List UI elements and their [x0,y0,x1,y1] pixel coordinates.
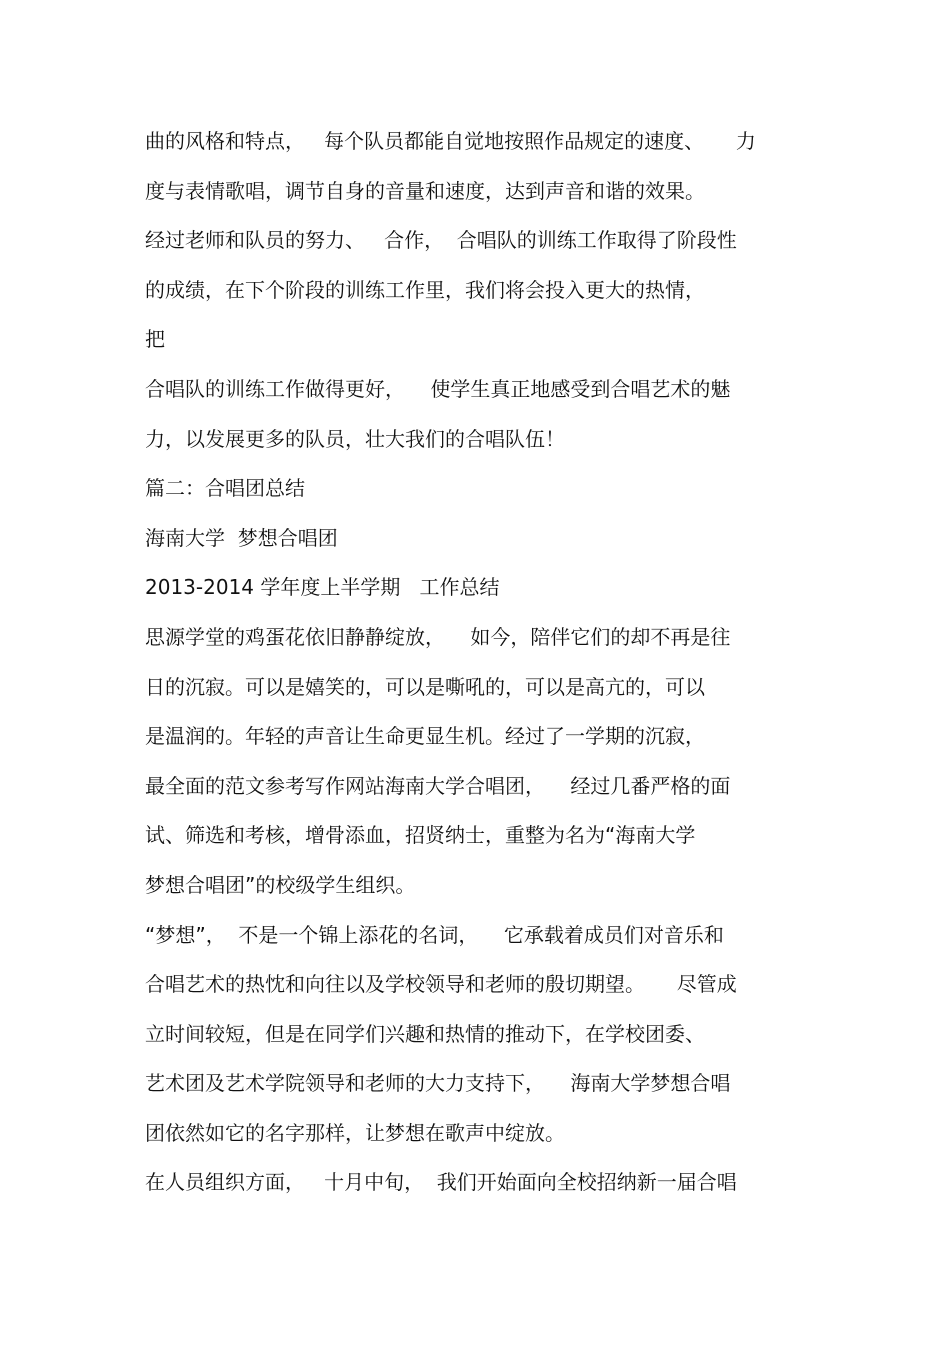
text-line: 梦想合唱团”的校级学生组织。 [145,872,416,897]
text-line: 试、筛选和考核，增骨添血，招贤纳士，重整为名为“海南大学 [145,823,696,848]
text-line: “梦想”， 不是一个锦上添花的名词， 它承载着成员们对音乐和 [145,922,724,947]
text-line: 团依然如它的名字那样，让梦想在歌声中绽放。 [145,1120,565,1145]
document-body [145,123,825,1214]
text-line: 是温润的。年轻的声音让生命更显生机。经过了一学期的沉寂， [145,724,705,749]
text-line: 在人员组织方面， 十月中旬， 我们开始面向全校招纳新一届合唱 [145,1170,737,1195]
text-line: 的成绩，在下个阶段的训练工作里，我们将会投入更大的热情， [145,277,705,302]
text-line: 度与表情歌唱，调节自身的音量和速度，达到声音和谐的效果。 [145,178,705,203]
text-line: 把 [145,327,165,352]
report-title: 2013-2014 学年度上半学期 工作总结 [145,575,500,600]
text-line: 合唱队的训练工作做得更好， 使学生真正地感受到合唱艺术的魅 [145,376,731,401]
text-line: 曲的风格和特点， 每个队员都能自觉地按照作品规定的速度、 力 [145,129,756,153]
text-line: 艺术团及艺术学院领导和老师的大力支持下， 海南大学梦想合唱 [145,1071,731,1096]
section-heading: 篇二：合唱团总结 [145,476,305,501]
text-line: 最全面的范文参考写作网站海南大学合唱团， 经过几番严格的面 [145,773,731,798]
text-line: 立时间较短，但是在同学们兴趣和热情的推动下，在学校团委、 [145,1021,705,1046]
text-line: 日的沉寂。可以是嬉笑的，可以是嘶吼的，可以是高亢的，可以 [145,674,705,699]
organization-name: 海南大学 梦想合唱团 [145,525,338,550]
text-line: 合唱艺术的热忱和向往以及学校领导和老师的殷切期望。 尽管成 [145,972,737,997]
text-line: 经过老师和队员的努力、 合作， 合唱队的训练工作取得了阶段性 [145,228,737,253]
text-line: 力，以发展更多的队员，壮大我们的合唱队伍！ [145,426,565,451]
text-line: 思源学堂的鸡蛋花依旧静静绽放， 如今，陪伴它们的却不再是往 [145,624,731,649]
